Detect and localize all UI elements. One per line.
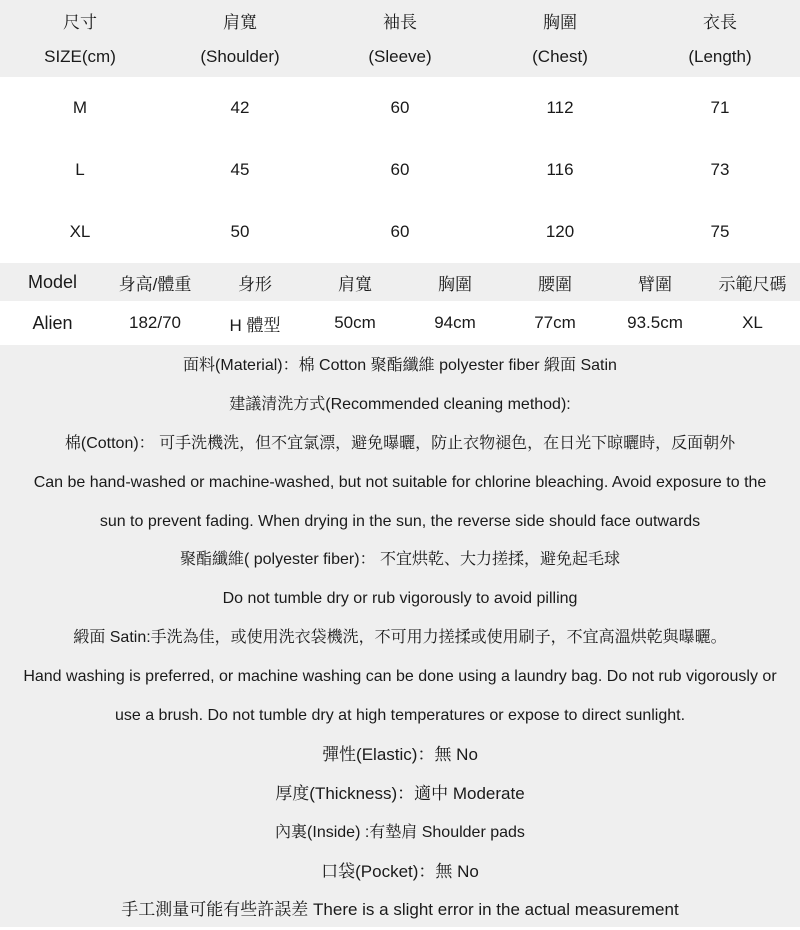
header-chest: 胸圍 xyxy=(438,274,472,294)
table-row xyxy=(0,301,800,345)
pocket-line: 口袋(Pocket)：無 No xyxy=(321,861,479,881)
header-length-en: (Length) xyxy=(688,47,752,66)
size-table-body xyxy=(0,77,800,263)
elastic-line: 彈性(Elastic)：無 No xyxy=(322,744,478,764)
model-name-cell: Alien xyxy=(32,312,73,333)
polyester-care-en: Do not tumble dry or rub vigorously to avoid pilling xyxy=(222,590,578,608)
size-cell: L xyxy=(75,160,85,179)
chest-cell: 116 xyxy=(546,160,574,179)
waist-cell: 77cm xyxy=(534,313,576,332)
table-row xyxy=(0,77,800,139)
cleaning-method-heading: 建議清洗方式(Recommended cleaning method): xyxy=(229,395,571,413)
length-cell: 71 xyxy=(710,98,730,117)
header-height-weight: 身高/體重 xyxy=(118,274,192,294)
cotton-care-en-1: Can be hand-washed or machine-washed, but not suitable for chlorine bleaching. Avoid exposure to the xyxy=(33,473,767,491)
header-body-type: 身形 xyxy=(238,274,272,294)
cotton-care-zh: 棉(Cotton)： 可手洗機洗，但不宜氯漂，避免曝曬，防止衣物褪色，在日光下晾曬時，反面朝外 xyxy=(64,434,736,452)
satin-care-en-2: use a brush. Do not tumble dry at high temperatures or expose to direct sunlight. xyxy=(114,707,686,725)
satin-care-zh: 緞面 Satin:手洗為佳，或使用洗衣袋機洗，不可用力搓揉或使用刷子，不宜高溫烘乾與曝曬。 xyxy=(73,629,727,647)
header-chest-en: (Chest) xyxy=(532,47,588,66)
size-cell: XL xyxy=(69,222,91,241)
table-row xyxy=(0,139,800,201)
header-chest-zh: 胸圍 xyxy=(543,12,577,32)
shoulder-cell: 45 xyxy=(230,160,250,179)
polyester-care-zh: 聚酯纖維( polyester fiber)： 不宜烘乾、大力搓揉，避免起毛球 xyxy=(179,551,621,569)
header-waist: 腰圍 xyxy=(538,274,572,294)
header-size-zh: 尺寸 xyxy=(63,12,97,32)
model-table-header xyxy=(0,263,800,301)
thickness-line: 厚度(Thickness)：適中 Moderate xyxy=(275,783,525,803)
height-weight-cell: 182/70 xyxy=(129,313,181,332)
care-instructions xyxy=(0,345,800,927)
size-cell: M xyxy=(72,98,88,117)
sleeve-cell: 60 xyxy=(390,98,410,117)
material-line: 面料(Material)：棉 Cotton 聚酯纖維 polyester fiber 緞面 Satin xyxy=(183,357,617,374)
table-row xyxy=(0,201,800,263)
header-model: Model xyxy=(27,271,78,292)
size-table-header xyxy=(0,0,800,77)
arm-cell: 93.5cm xyxy=(627,313,683,332)
shoulder-cell: 42 xyxy=(230,98,250,117)
measurement-note: 手工測量可能有些許誤差 There is a slight error in the actual measurement xyxy=(121,900,679,920)
satin-care-en-1: Hand washing is preferred, or machine washing can be done using a laundry bag. Do not rub vigorously or xyxy=(23,668,777,686)
chest-cell: 120 xyxy=(545,222,575,241)
chest-cell: 112 xyxy=(546,98,574,117)
header-shoulder: 肩寬 xyxy=(338,274,372,294)
inside-line: 內裏(Inside) :有墊肩 Shoulder pads xyxy=(275,823,525,841)
length-cell: 73 xyxy=(710,160,730,179)
body-type-cell: H 體型 xyxy=(229,315,281,335)
size-header-zh-row xyxy=(0,0,800,38)
header-shoulder-zh: 肩寬 xyxy=(223,12,257,32)
chest-cell: 94cm xyxy=(434,313,476,332)
header-size-en: SIZE(cm) xyxy=(44,47,116,66)
header-sleeve-zh: 袖長 xyxy=(383,12,417,32)
length-cell: 75 xyxy=(710,222,730,241)
header-demo-size: 示範尺碼 xyxy=(718,274,787,294)
demo-size-cell: XL xyxy=(742,313,763,332)
shoulder-cell: 50cm xyxy=(334,313,376,332)
shoulder-cell: 50 xyxy=(230,222,250,241)
sleeve-cell: 60 xyxy=(390,222,410,241)
model-table xyxy=(0,263,800,345)
header-shoulder-en: (Shoulder) xyxy=(200,47,280,66)
cotton-care-en-2: sun to prevent fading. When drying in the sun, the reverse side should face outwards xyxy=(99,512,701,530)
header-arm: 臂圍 xyxy=(638,274,672,294)
header-length-zh: 衣長 xyxy=(703,12,737,32)
size-table xyxy=(0,0,800,263)
header-sleeve-en: (Sleeve) xyxy=(368,47,432,66)
sleeve-cell: 60 xyxy=(390,160,410,179)
size-header-en-row xyxy=(0,38,800,76)
